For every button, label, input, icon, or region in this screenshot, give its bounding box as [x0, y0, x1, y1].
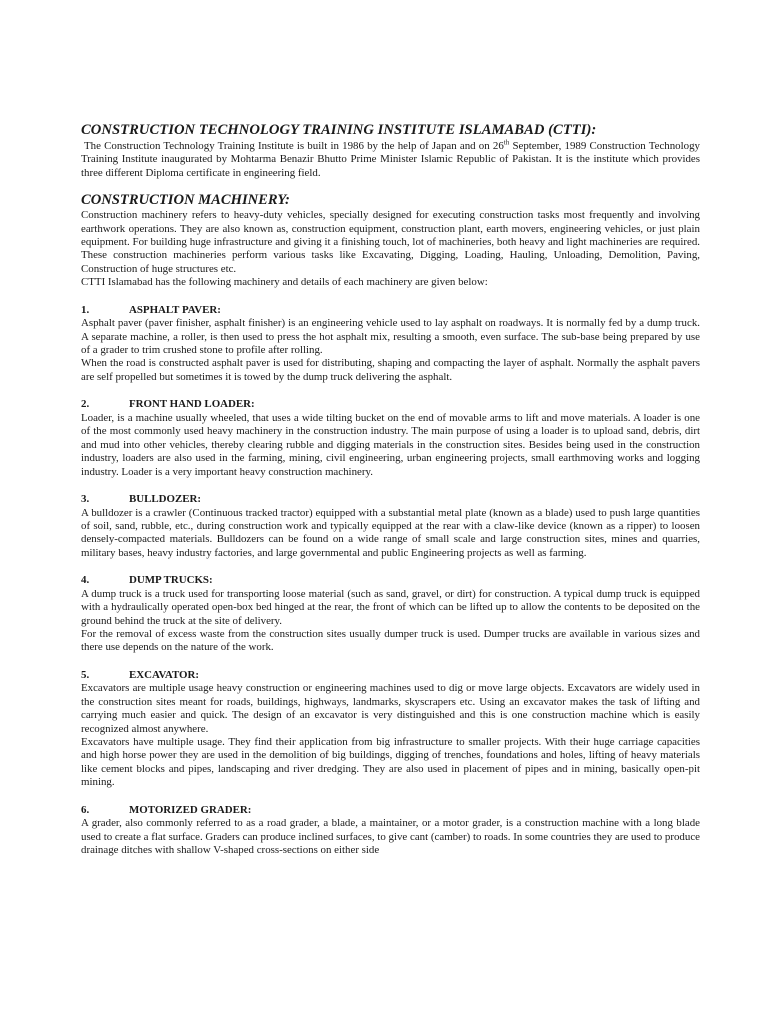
item-paragraph: Excavators are multiple usage heavy construction or engineering machines used to dig or move large objects. Excavators are widely used in the construction sites meant for roads, buildings, highways, landmarks, skyscrapers etc. Using an excavator makes the task of lifting and carrying much easier and quick. The design of an excavator is very distinguished and this is one construction machine which is easily recognized almost anywhere. — [81, 682, 700, 735]
item-heading — [81, 493, 700, 507]
item-paragraph: A bulldozer is a crawler (Continuous tracked tractor) equipped with a substantial metal plate (known as a blade) used to push large quantities of soil, sand, rubble, etc., during construction work and typically equipped at the rear with a claw-like device (known as a ripper) to loosen densely-compacted materials. Bulldozers can be found on a wide range of small scale and large construction sites, mines and quarries, military bases, heavy industry factories, and large governmental and public Engineering projects as well as farming. — [81, 506, 700, 559]
item-heading — [81, 398, 700, 412]
item-paragraph: A grader, also commonly referred to as a road grader, a blade, a maintainer, or a motor grader, is a construction machine with a long blade used to create a flat surface. Graders can produce inclined surfaces, to give cant (camber) to roads. In some countries they are used to produce drainage ditches with shallow V-shaped cross-sections on either side — [81, 817, 700, 856]
item-number: 2. — [81, 398, 90, 411]
item-number: 4. — [81, 574, 90, 587]
item-paragraph: A dump truck is a truck used for transporting loose material (such as sand, gravel, or dirt) for construction. A typical dump truck is equipped with a hydraulically operated open-box bed hinged at the rear, the front of which can be lifted up to allow the contents to be deposited on the ground behind the truck at the site of delivery. — [81, 587, 700, 627]
document-title: CONSTRUCTION TECHNOLOGY TRAINING INSTITUTE ISLAMABAD (CTTI): — [81, 122, 597, 138]
item-title: BULLDOZER: — [129, 492, 202, 505]
ordinal-suffix: th — [503, 138, 510, 147]
machine-item-bulldozer — [81, 493, 700, 560]
intro-text-end: September, 1989 Construction Technology Training Institute inaugurated by Mohtarma Benazir Bhutto Prime Minister Islamic Republic of Pakistan. It is the institute which provides three different Diploma certificate in engineering field. — [81, 140, 700, 179]
item-heading — [81, 304, 700, 318]
item-paragraph: Excavators have multiple usage. They find their application from big infrastructure to smaller projects. With their huge carriage capacities and high horse power they are used in the demolition of big buildings, digging of trenches, foundations and holes, lifting of heavy materials like cement blocks and pipes, landscaping and river dredging. They are also used in placement of pipes and in mining, basically open-pit mining. — [81, 735, 700, 789]
item-title: DUMP TRUCKS: — [129, 574, 213, 587]
machine-item-front-hand-loader — [81, 398, 700, 479]
item-paragraph: Loader, is a machine usually wheeled, that uses a wide tilting bucket on the end of movable arms to lift and move materials. A loader is one of the most commonly used heavy machinery in the construction industry. The main purpose of using a loader is to upload sand, debris, dirt and mud into other vehicles, thereby clearing rubble and digging materials in the construction sites. Besides being used in the construction industry, loaders are also used in the farming, mining, civil engineering, urban engineering projects, small earthmoving works and logging industry. Loader is a very important heavy construction machinery. — [81, 411, 700, 478]
item-paragraph: Asphalt paver (paver finisher, asphalt finisher) is an engineering vehicle used to lay asphalt on roadways. It is normally fed by a dump truck. A separate machine, a roller, is then used to press the hot asphalt mix, resulting a smooth, even surface. The sub-base being prepared by use of a grader to trim crushed stone to profile after rolling. — [81, 317, 700, 357]
item-paragraph: For the removal of excess waste from the construction sites usually dumper truck is used. Dumper trucks are available in various sizes and there use depends on the nature of the work. — [81, 627, 700, 654]
machinery-section-title: CONSTRUCTION MACHINERY: — [81, 192, 290, 209]
item-heading — [81, 804, 700, 818]
machinery-list — [81, 304, 700, 858]
item-title: ASPHALT PAVER: — [129, 303, 221, 316]
item-title: MOTORIZED GRADER: — [129, 803, 252, 816]
item-heading — [81, 574, 700, 588]
item-title: FRONT HAND LOADER: — [129, 398, 255, 411]
item-paragraph: When the road is constructed asphalt paver is used for distributing, shaping and compacting the layer of asphalt. Normally the asphalt pavers are self propelled but sometimes it is towed by the dump truck delivering the asphalt. — [81, 357, 700, 383]
machine-item-excavator — [81, 669, 700, 790]
intro-text-start: The Construction Technology Training Institute is built in 1986 by the help of Japan and on 26 — [84, 140, 504, 152]
item-heading — [81, 669, 700, 683]
machine-item-dump-trucks — [81, 574, 700, 655]
machine-item-asphalt-paver — [81, 304, 700, 385]
machine-item-motorized-grader — [81, 804, 700, 858]
machinery-lead: CTTI Islamabad has the following machinery and details of each machinery are given below: — [81, 276, 488, 289]
machinery-paragraph: Construction machinery refers to heavy-duty vehicles, specially designed for executing construction tasks most frequently and involving earthwork operations. They are also known as, construction equipment, construction plant, earth movers, engineering vehicles, or just plain equipment. For building huge infrastructure and giving it a finishing touch, lot of machineries, both heavy and light machineries are required. These construction machineries perform various tasks like Excavating, Digging, Loading, Hauling, Unloading, Demolition, Paving, Construction of huge structures etc. — [81, 209, 700, 275]
intro-paragraph — [81, 140, 700, 180]
item-number: 3. — [81, 492, 90, 505]
item-title: EXCAVATOR: — [129, 668, 199, 681]
item-number: 5. — [81, 668, 90, 681]
item-number: 6. — [81, 803, 90, 816]
item-number: 1. — [81, 303, 90, 316]
